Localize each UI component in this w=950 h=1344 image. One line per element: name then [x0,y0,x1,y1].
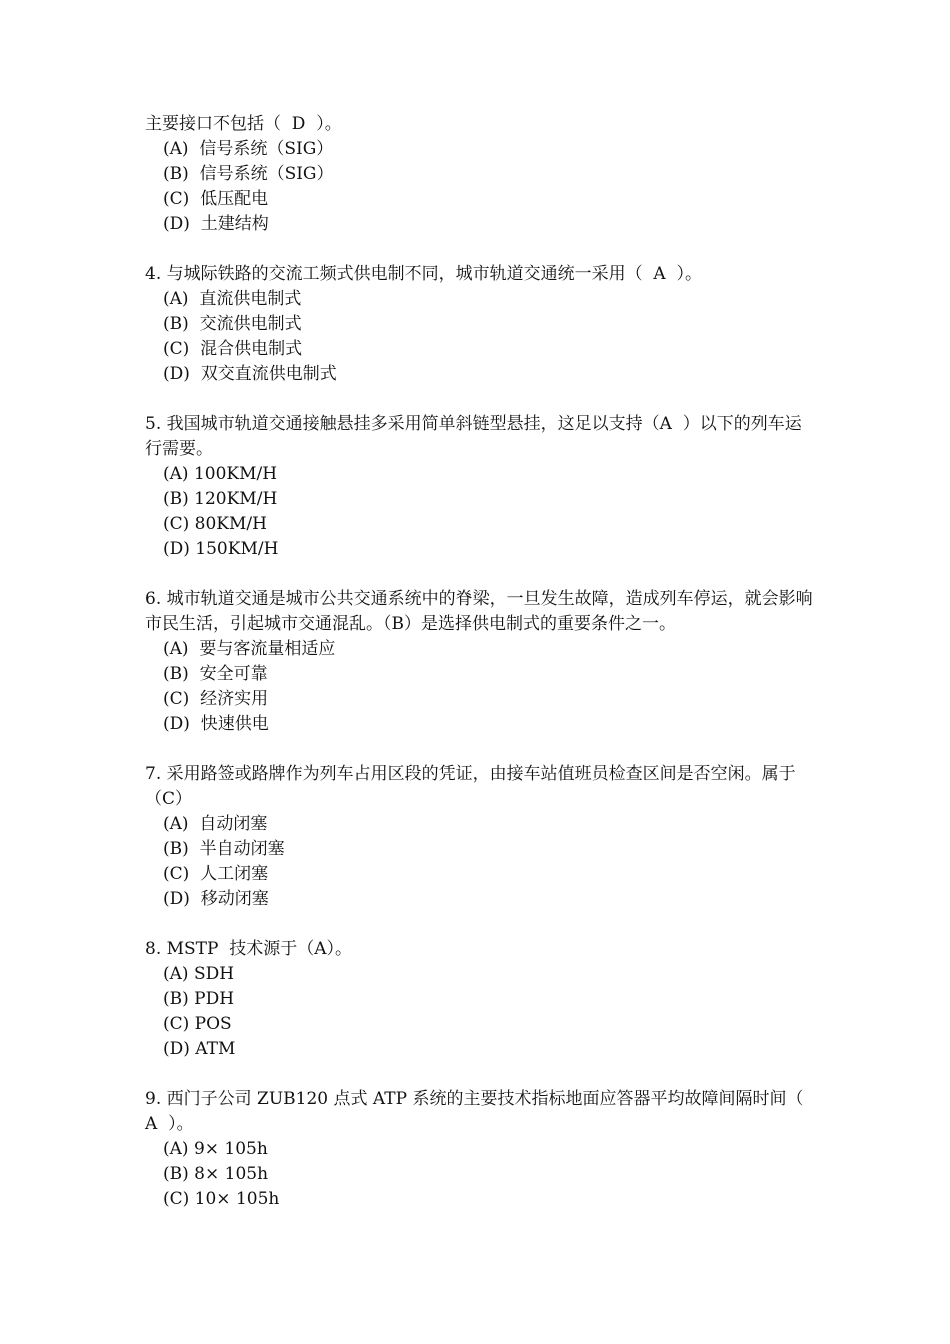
option-d: (D) ATM [163,1039,236,1059]
option-d: (D) 双交直流供电制式 [163,364,337,384]
question-6 [145,587,815,737]
option-c: (C) 混合供电制式 [163,339,303,359]
option-c: (C) POS [163,1014,232,1034]
option-a: (A) 直流供电制式 [163,289,302,309]
option-d: (D) 移动闭塞 [163,889,269,909]
option-b: (B) PDH [163,989,235,1009]
question-stem: 8. MSTP 技术源于（A）。 [145,939,353,959]
option-b: (B) 120KM/H [163,489,278,509]
option-b: (B) 信号系统（SIG） [163,164,334,184]
option-b: (B) 半自动闭塞 [163,839,285,859]
question-3-tail [145,112,815,237]
question-stem: 5. 我国城市轨道交通接触悬挂多采用简单斜链型悬挂，这足以支持（A ）以下的列车运行需要。 [145,414,802,459]
option-c: (C) 低压配电 [163,189,269,209]
option-d: (D) 快速供电 [163,714,269,734]
option-a: (A) 要与客流量相适应 [163,639,336,659]
option-c: (C) 80KM/H [163,514,267,534]
document-page [145,112,815,1212]
option-a: (A) 自动闭塞 [163,814,268,834]
option-b: (B) 8× 105h [163,1164,269,1184]
question-stem: 主要接口不包括（ D ）。 [145,114,342,134]
option-c: (C) 10× 105h [163,1189,280,1209]
question-stem: 4. 与城际铁路的交流工频式供电制不同，城市轨道交通统一采用（ A ）。 [145,264,703,284]
option-d: (D) 150KM/H [163,539,279,559]
option-c: (C) 经济实用 [163,689,269,709]
option-a: (A) 9× 105h [163,1139,268,1159]
option-d: (D) 土建结构 [163,214,269,234]
option-b: (B) 交流供电制式 [163,314,302,334]
question-4 [145,262,815,387]
question-8 [145,937,815,1062]
option-c: (C) 人工闭塞 [163,864,269,884]
question-stem: 9. 西门子公司 ZUB120 点式 ATP 系统的主要技术指标地面应答器平均故障间隔时间（ A ）。 [145,1089,815,1134]
question-9 [145,1087,815,1212]
question-stem: 7. 采用路签或路牌作为列车占用区段的凭证，由接车站值班员检查区间是否空闲。属于（C） [145,764,796,809]
option-b: (B) 安全可靠 [163,664,268,684]
option-a: (A) 100KM/H [163,464,278,484]
option-a: (A) 信号系统（SIG） [163,139,334,159]
option-a: (A) SDH [163,964,235,984]
question-7 [145,762,815,912]
question-stem: 6. 城市轨道交通是城市公共交通系统中的脊梁，一旦发生故障，造成列车停运，就会影响市民生活，引起城市交通混乱。（B）是选择供电制式的重要条件之一。 [145,589,813,634]
question-5 [145,412,815,562]
